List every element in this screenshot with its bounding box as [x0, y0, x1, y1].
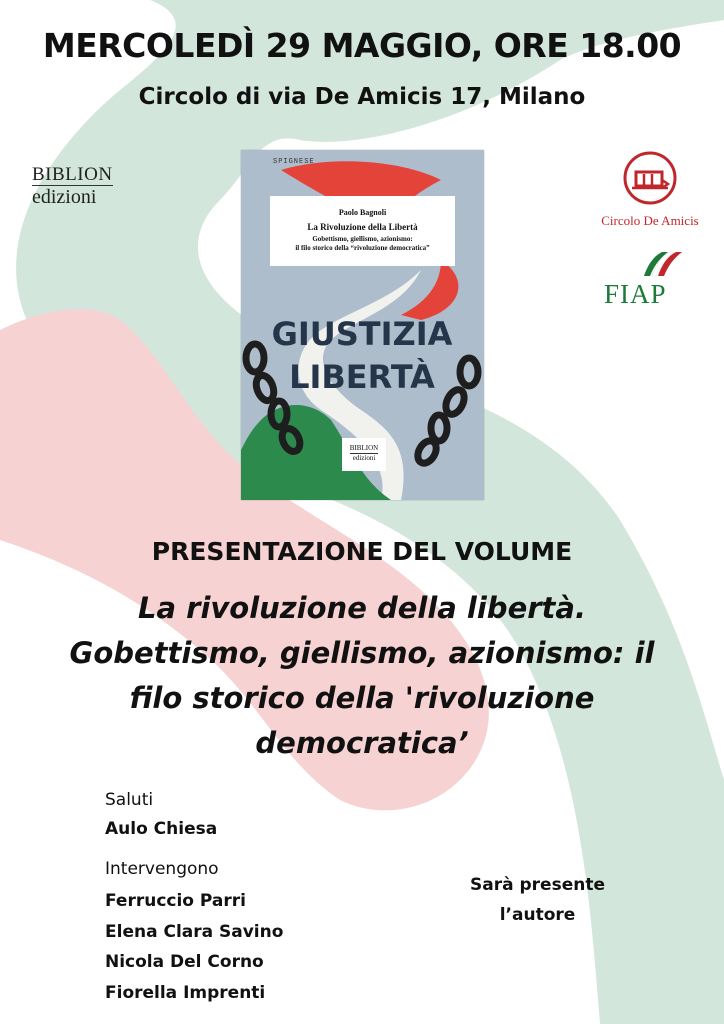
- biblion-logo-line1: BIBLION: [32, 164, 113, 185]
- cover-title: La Rivoluzione della Libertà: [307, 222, 418, 232]
- speaker-name: Elena Clara Savino: [105, 921, 284, 942]
- circolo-logo-caption: Circolo De Amicis: [601, 213, 699, 228]
- cover-subtitle-line1: Gobettismo, giellismo, azionismo:: [312, 235, 413, 243]
- saluti-name: Aulo Chiesa: [105, 819, 218, 839]
- poster-line1: GIUSTIZIA: [271, 315, 453, 353]
- cover-artist-signature: SPIGNESE: [273, 158, 315, 166]
- speakers-list: [105, 886, 283, 1008]
- presentation-label: PRESENTAZIONE DEL VOLUME: [151, 537, 573, 566]
- poster-line2: LIBERTÀ: [289, 358, 435, 396]
- italian-flag-icon: [604, 250, 684, 280]
- cover-author: Paolo Bagnoli: [338, 208, 387, 217]
- fiap-logo: [604, 250, 684, 310]
- event-venue: Circolo di via De Amicis 17, Milano: [138, 84, 586, 110]
- cover-subtitle-line2: il filo storico della “rivoluzione democratica”: [295, 244, 430, 252]
- book-title-line: La rivoluzione della libertà.: [138, 591, 586, 625]
- cover-publisher-line2: edizioni: [352, 454, 376, 462]
- event-date-time: MERCOLEDÌ 29 MAGGIO, ORE 18.00: [42, 26, 682, 65]
- circolo-emblem-icon: [622, 150, 678, 206]
- author-present-note: [440, 870, 635, 930]
- speaker-name: Fiorella Imprenti: [105, 982, 266, 1003]
- fiap-logo-text: FIAP: [604, 279, 667, 309]
- intervengono-label: Intervengono: [105, 859, 219, 879]
- author-note-line2: l’autore: [499, 905, 576, 925]
- book-title-line: Gobettismo, giellismo, azionismo: il: [69, 636, 655, 670]
- book-title-line: filo storico della 'rivoluzione: [129, 681, 595, 715]
- circolo-de-amicis-logo: [590, 150, 710, 229]
- author-note-line1: Sarà presente: [470, 875, 605, 895]
- saluti-label: Saluti: [105, 790, 154, 810]
- book-title-line: democratica’: [255, 726, 469, 760]
- cover-publisher-logo: [342, 438, 386, 471]
- biblion-logo: [32, 165, 122, 208]
- book-cover: [241, 150, 484, 500]
- cover-title-box: [270, 196, 455, 266]
- cover-publisher-line1: BIBLION: [349, 444, 379, 452]
- book-title: [0, 586, 724, 766]
- biblion-logo-line2: edizioni: [32, 186, 97, 208]
- speaker-name: Nicola Del Corno: [105, 952, 264, 972]
- speaker-name: Ferruccio Parri: [105, 891, 246, 911]
